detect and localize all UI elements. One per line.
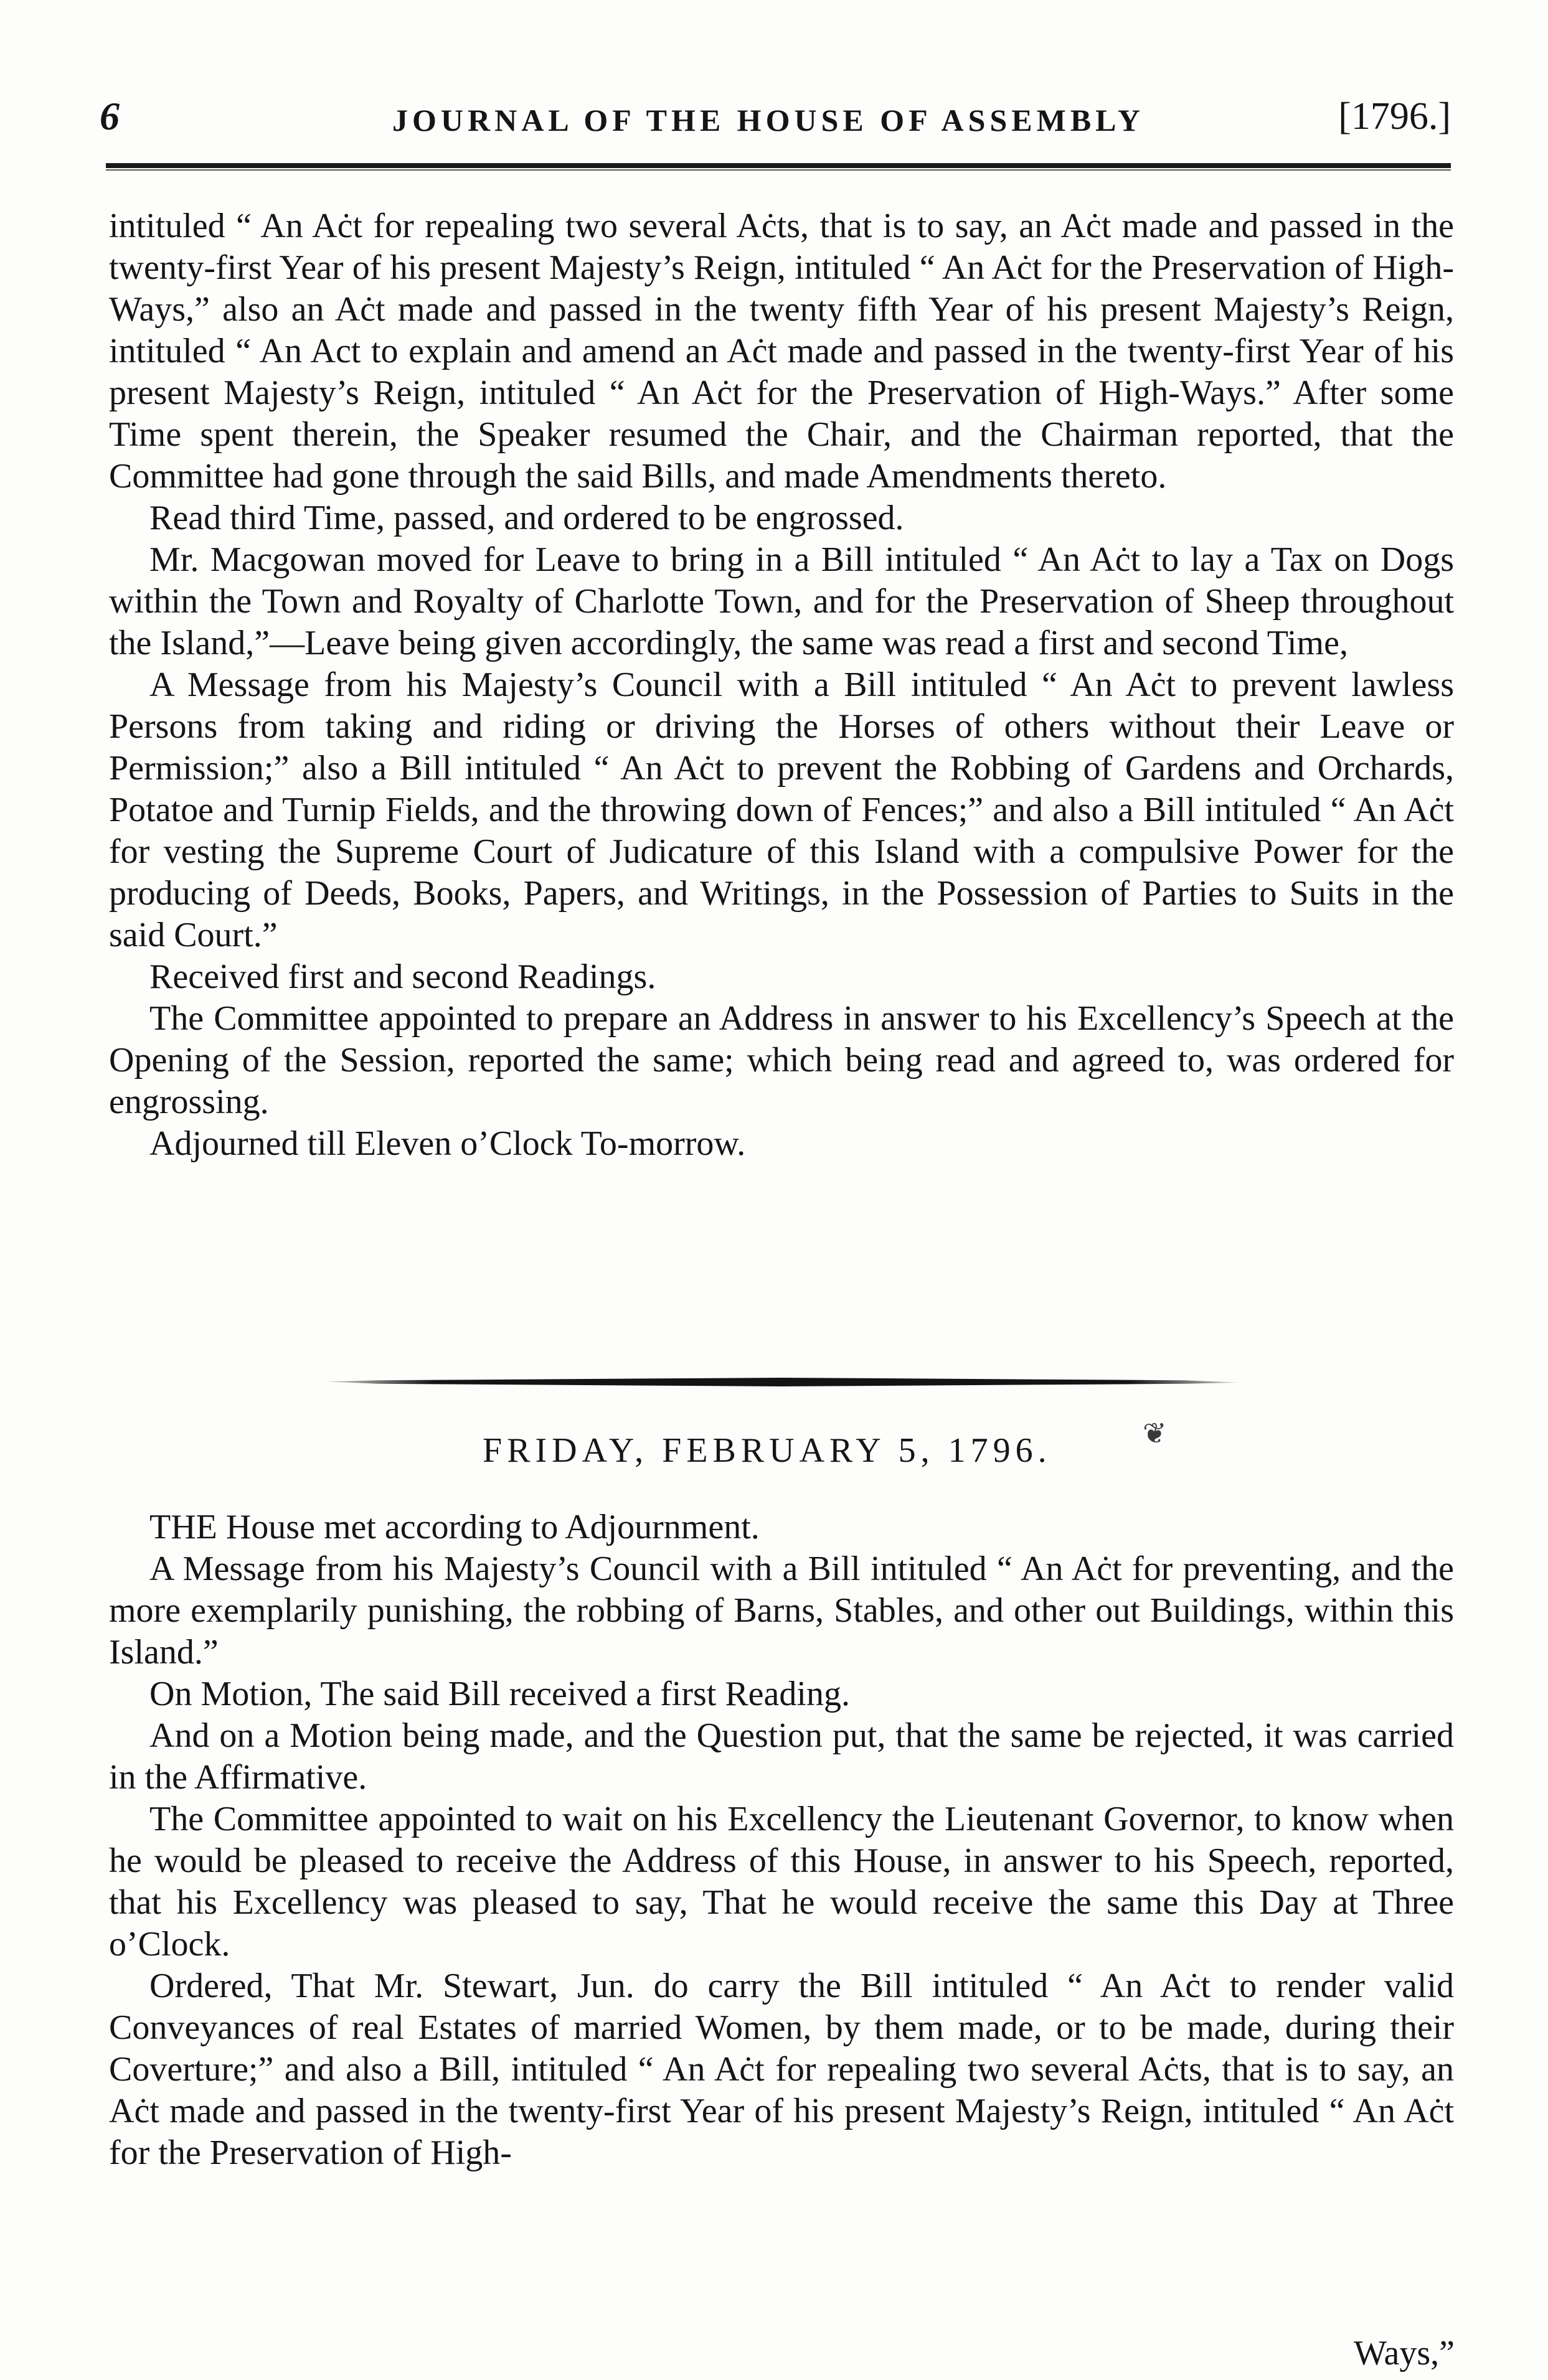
paragraph-address-committee: The Committee appointed to prepare an Address in answer to his Excellency’s Speech at the Opening of the Session, reported the same; which being read and agreed to, was ordered for engrossing.: [109, 999, 1454, 1121]
catchword: Ways,”: [1354, 2334, 1455, 2373]
paragraph-first-reading: On Motion, The said Bill received a first Reading.: [149, 1675, 850, 1713]
paragraph-ordered: Ordered, That Mr. Stewart, Jun. do carry the Bill intituled “ An Aċt to render valid Conveyances of real Estates of married Women, by them made, or to be made, during their Coverture;” and also a Bill, intituled “ An Aċt for repealing two several Aċts, that is to say, an Aċt made and passed in the twenty-first Year of his present Majesty’s Reign, intituled “ An Aċt for the Preservation of High-: [109, 1967, 1454, 2172]
paragraph-committee-report: intituled “ An Aċt for repealing two several Aċts, that is to say, an Aċt made and passed in the twenty-first Year of his present Majesty’s Reign, intituled “ An Aċt for the Preservation of High-Ways,” also an Aċt made and passed in the twenty fifth Year of his present Majesty’s Reign, intituled “ An Act to explain and amend an Aċt made and passed in the twenty-first Year of his present Majesty’s Reign, intituled “ An Aċt for the Preservation of High-Ways.” After some Time spent therein, the Speaker resumed the Chair, and the Chairman reported, that the Committee had gone through the said Bills, and made Amendments thereto.: [109, 207, 1454, 496]
proceedings-section-2: [109, 1507, 1454, 2174]
proceedings-section-1: [109, 205, 1454, 1165]
paragraph-barns-bill: A Message from his Majesty’s Council with a Bill intituled “ An Aċt for preventing, and the more exemplarily punishing, the robbing of Barns, Stables, and other out Buildings, within this Island.”: [109, 1550, 1454, 1672]
journal-title: JOURNAL OF THE HOUSE OF ASSEMBLY: [392, 103, 1145, 138]
page-year: [1796.]: [1338, 95, 1451, 138]
paragraph-third-reading: Read third Time, passed, and ordered to be engrossed.: [149, 499, 904, 537]
paragraph-readings: Received first and second Readings.: [149, 957, 656, 996]
date-heading: FRIDAY, FEBRUARY 5, 1796.: [483, 1431, 1052, 1470]
paragraph-house-met: THE House met according to Adjournment.: [149, 1508, 760, 1546]
section-divider: [324, 1373, 1239, 1391]
paragraph-rejected: And on a Motion being made, and the Question put, that the same be rejected, it was carried in the Affirmative.: [109, 1716, 1454, 1797]
paragraph-adjourned: Adjourned till Eleven o’Clock To-morrow.: [149, 1124, 746, 1163]
ink-flourish-icon: ❦: [1143, 1418, 1167, 1449]
page-number: 6: [100, 94, 120, 138]
paragraph-governor-committee: The Committee appointed to wait on his Excellency the Lieutenant Governor, to know when he would be pleased to receive the Address of this House, in answer to his Speech, reported, that his Excellency was pleased to say, That he would receive the same this Day at Three o’Clock.: [109, 1800, 1454, 1964]
header-rule: [106, 163, 1451, 171]
running-head: [93, 93, 1451, 149]
paragraph-council-message: A Message from his Majesty’s Council with a Bill intituled “ An Aċt to prevent lawless Persons from taking and riding or driving the Horses of others without their Leave or Permission;” also a Bill intituled “ An Aċt to prevent the Robbing of Gardens and Orchards, Potatoe and Turnip Fields, and the throwing down of Fences;” and also a Bill intituled “ An Aċt for vesting the Supreme Court of Judicature of this Island with a compulsive Power for the producing of Deeds, Books, Papers, and Writings, in the Possession of Parties to Suits in the said Court.”: [109, 666, 1454, 954]
paragraph-dog-tax-bill: Mr. Macgowan moved for Leave to bring in a Bill intituled “ An Aċt to lay a Tax on Dogs within the Town and Royalty of Charlotte Town, and for the Preservation of Sheep throughout the Island,”—Leave being given accordingly, the same was read a first and second Time,: [109, 540, 1454, 662]
divider-rule: [324, 1378, 1239, 1386]
